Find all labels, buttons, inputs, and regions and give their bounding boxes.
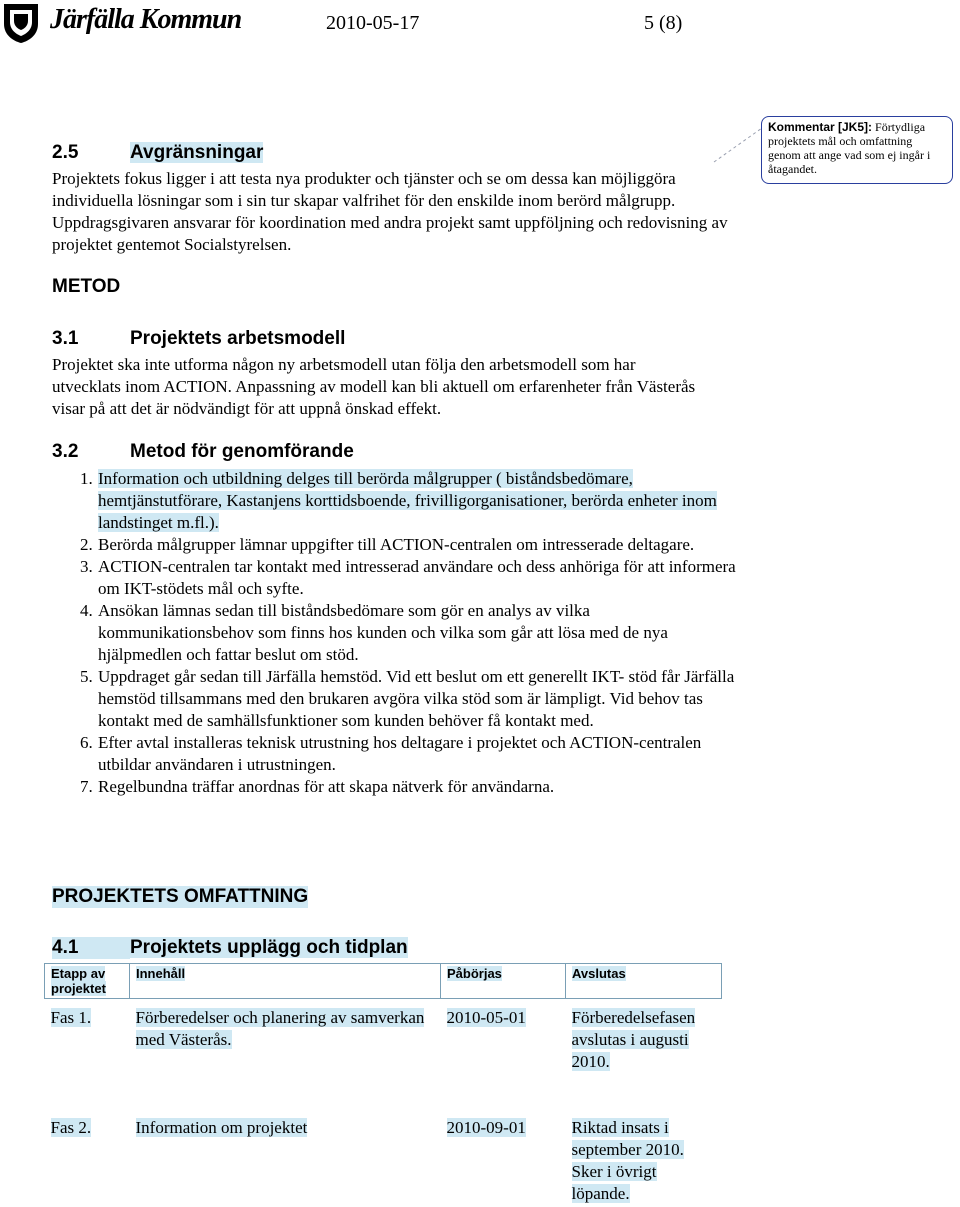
list-item-text: Efter avtal installeras teknisk utrustning hos deltagare i projektet och ACTION-centralen utbildar användaren i utrustningen.: [98, 733, 702, 774]
schedule-table: [44, 963, 722, 1207]
column-header-text: Påbörjas: [447, 966, 502, 981]
omfattning-heading: PROJEKTETS OMFATTNING: [52, 886, 309, 907]
list-item-number: 6.: [80, 733, 93, 752]
cell-text: Fas 2.: [50, 1118, 92, 1137]
table-cell: [441, 999, 566, 1110]
list-item: [80, 468, 740, 534]
column-header: [441, 964, 566, 999]
list-item: [80, 666, 740, 732]
cell-text: Riktad insats i september 2010. Sker i övrigt löpande.: [571, 1118, 684, 1203]
cell-text: 2010-09-01: [446, 1118, 526, 1137]
table-cell: [45, 999, 130, 1110]
comment-text: Förtydliga projektets mål och omfattning genom att ange vad som ej ingår i åtagandet.: [768, 120, 931, 176]
cell-text: Information om projektet: [135, 1118, 308, 1137]
section-number: 3.1: [52, 328, 79, 349]
table-cell: [130, 1109, 441, 1207]
list-item-text: Uppdraget går sedan till Järfälla hemstöd. Vid ett beslut om ett generellt IKT- stöd får Järfälla hemstöd tillsammans med den brukaren avgöra vilka stöd som är lämpligt. Vid behov tas kontakt med de samhällsfunktioner som kunden behöver få kontakt med.: [98, 667, 735, 730]
list-item-number: 1.: [80, 469, 93, 488]
table-header-row: [45, 964, 722, 999]
list-item-number: 2.: [80, 535, 93, 554]
list-item-number: 4.: [80, 601, 93, 620]
review-comment[interactable]: [761, 116, 953, 184]
list-item-text: Berörda målgrupper lämnar uppgifter till ACTION-centralen om intresserade deltagare.: [98, 535, 695, 554]
list-item-number: 3.: [80, 557, 93, 576]
comment-leader-line: [712, 124, 764, 166]
column-header: [130, 964, 441, 999]
column-header-text: Etapp av projektet: [51, 966, 106, 996]
list-item: [80, 534, 740, 556]
cell-text: Förberedelsefasen avslutas i augusti 2010.: [571, 1008, 696, 1071]
list-item-number: 5.: [80, 667, 93, 686]
column-header: [566, 964, 722, 999]
comment-author: Kommentar [JK5]:: [768, 120, 873, 134]
section-title: Projektets arbetsmodell: [130, 328, 346, 349]
section-3-1-heading: [52, 328, 345, 350]
municipal-crest-logo: [2, 2, 40, 44]
list-item-text-content: Information och utbildning delges till berörda målgrupper ( biståndsbedömare, hemtjänstutförare, Kastanjens korttidsboende, frivilligorganisationer, berörda enheter inom landstinget m.fl.).: [98, 469, 717, 532]
cell-text: Förberedelser och planering av samverkan med Västerås.: [135, 1008, 425, 1049]
section-number: 2.5: [52, 142, 79, 163]
column-header: [45, 964, 130, 999]
list-item-number: 7.: [80, 777, 93, 796]
list-item: [80, 556, 740, 600]
table-row: [45, 1109, 722, 1207]
section-2-5-heading: [52, 142, 263, 164]
list-item-text: ACTION-centralen tar kontakt med intresserad användare och dess anhöriga för att informera om IKT-stödets mål och syfte.: [98, 557, 736, 598]
table-cell: [45, 1109, 130, 1207]
section-number: 3.2: [52, 441, 79, 462]
table-cell: [566, 999, 722, 1110]
column-header-text: Avslutas: [572, 966, 626, 981]
section-3-1-text: Projektet ska inte utforma någon ny arbetsmodell utan följa den arbetsmodell som har utvecklats inom ACTION. Anpassning av modell kan bli aktuell om erfarenheter från Västerås visar på att det är nödvändigt för att uppnå önskad effekt.: [52, 355, 696, 418]
section-4-1-heading: [52, 937, 408, 959]
section-title: Avgränsningar: [130, 142, 264, 163]
list-item-text: Ansökan lämnas sedan till biståndsbedömare som gör en analys av vilka kommunikationsbehov som finns hos kunden och vilka som går att lösa med de nya hjälpmedlen och fattar beslut om stöd.: [98, 601, 668, 664]
header-date: 2010-05-17: [326, 12, 420, 34]
metod-heading: METOD: [52, 276, 121, 297]
section-2-5-text: Projektets fokus ligger i att testa nya produkter och tjänster och se om dessa kan möjliggöra individuella lösningar som i sin tur skapar valfrihet för den enskilde inom berörd målgrupp. Uppdragsgivaren ansvarar för koordination med andra projekt samt uppföljning och redovisning av projektet gentemot Socialstyrelsen.: [52, 169, 728, 254]
table-cell: [441, 1109, 566, 1207]
section-number: 4.1: [52, 937, 130, 959]
list-item-text: [98, 468, 740, 534]
table-cell: [566, 1109, 722, 1207]
cell-text: 2010-05-01: [446, 1008, 526, 1027]
list-item: [80, 776, 740, 798]
method-steps-list: [80, 468, 740, 798]
section-title: Projektets upplägg och tidplan: [130, 937, 408, 958]
list-item: [80, 600, 740, 666]
table-row: [45, 999, 722, 1110]
section-3-2-heading: [52, 441, 354, 463]
list-item-text: Regelbundna träffar anordnas för att skapa nätverk för användarna.: [98, 777, 555, 796]
table-cell: [130, 999, 441, 1110]
cell-text: Fas 1.: [50, 1008, 92, 1027]
logo-wordmark: Järfälla Kommun: [50, 4, 242, 35]
list-item: [80, 732, 740, 776]
section-title: Metod för genomförande: [130, 441, 354, 462]
column-header-text: Innehåll: [136, 966, 186, 981]
header-page-number: 5 (8): [644, 12, 683, 34]
